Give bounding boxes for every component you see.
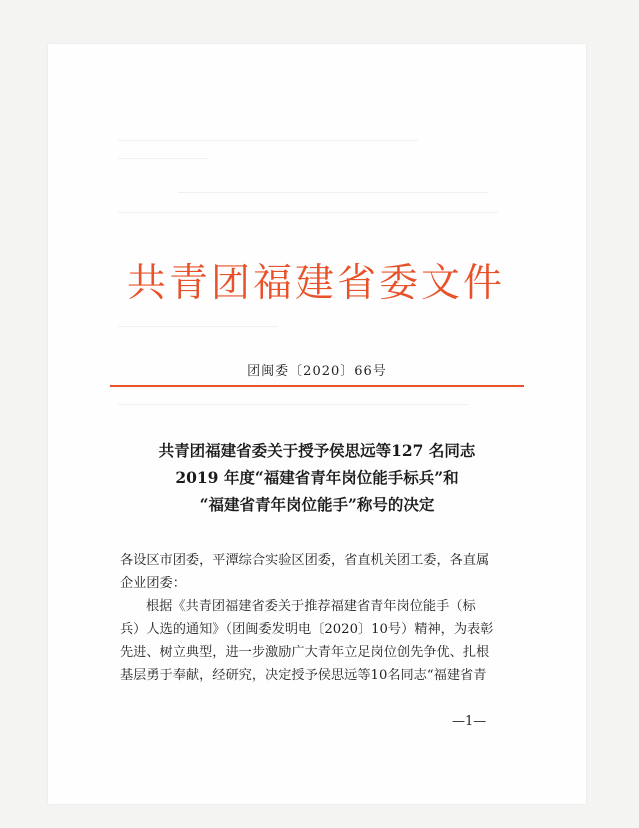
bleed-through-line [118,212,498,213]
document-title-line: 共青团福建省委关于授予侯思远等127 名同志 [158,441,476,460]
document-number: 团闽委〔2020〕66号 [247,364,387,379]
addressee-line: 企业团委： [120,576,186,591]
document-title-line: 2019 年度“福建省青年岗位能手标兵”和 [175,468,459,487]
body-paragraph-line: 先进、树立典型，进一步激励广大青年立足岗位创先争优、扎根 [120,645,490,660]
bleed-through-line [118,140,418,141]
addressee-line: 各设区市团委，平潭综合实验区团委，省直机关团工委，各直属 [120,553,490,568]
document-body [120,549,516,687]
page-number: —1— [452,714,487,729]
document-page [48,44,586,804]
body-paragraph-line: 兵）人选的通知》（团闽委发明电〔2020〕10号）精神，为表彰 [120,622,494,637]
document-title [48,437,586,518]
body-paragraph-line: 根据《共青团福建省委关于推荐福建省青年岗位能手（标 [146,599,476,614]
bleed-through-line [118,326,278,327]
bleed-through-line [178,192,488,193]
bleed-through-line [118,158,208,159]
body-paragraph-line: 基层勇于奉献，经研究，决定授予侯思远等10名同志“福建省青 [120,668,487,683]
red-separator-line [110,385,524,387]
bleed-through-line [118,404,468,405]
document-title-line: “福建省青年岗位能手”称号的决定 [199,495,435,514]
document-header-title: 共青团福建省委文件 [126,261,505,306]
